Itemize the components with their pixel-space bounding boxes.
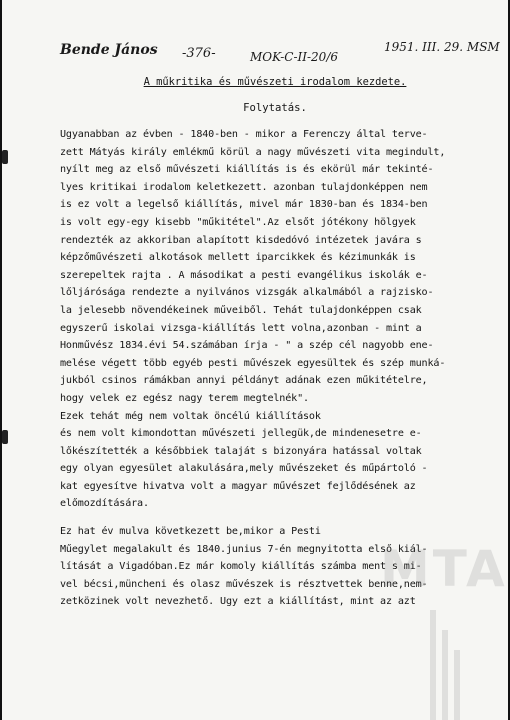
- handwritten-author: Bende János: [60, 42, 158, 58]
- document-heading: A műkritika és művészeti irodalom kezdete.: [143, 76, 407, 88]
- text-line: lőkészítették a későbbiek talaját s bizonyára hatással voltak: [60, 445, 422, 457]
- scan-edge-left: [0, 0, 2, 720]
- text-line: zetközinek volt nevezhető. Ugy ezt a kiállítást, mint az azt: [60, 596, 416, 608]
- text-line: Ezek tehát még nem voltak öncélú kiállítások: [60, 410, 321, 422]
- text-line: vel bécsi,müncheni és olasz művészek is résztvettek benne,nem-: [60, 578, 428, 590]
- text-line: Honművész 1834.évi 54.számában írja - " a szép cél nagyobb ene-: [60, 340, 434, 352]
- text-line: hogy velek ez egész nagy terem megtelnék".: [60, 392, 309, 404]
- text-line: és nem volt kimondottan művészeti jellegük,de mindenesetre e-: [60, 428, 422, 440]
- text-line: is ez volt a legelső kiállítás, mivel már 1830-ban és 1834-ben: [60, 199, 428, 211]
- text-line: lyes kritikai irodalom keletkezett. azonban tulajdonképpen nem: [60, 181, 428, 193]
- text-line: nyílt meg az első művészeti kiállítás is és ekörül már tekinté-: [60, 164, 434, 176]
- text-line: kat egyesítve hivatva volt a magyar művészet fejlődésének az: [60, 480, 416, 492]
- document-subheading: Folytatás.: [243, 102, 307, 114]
- text-line: előmozdítására.: [60, 498, 149, 510]
- text-line: Ez hat év mulva következett be,mikor a Pesti: [60, 526, 321, 538]
- watermark-bars: [430, 600, 470, 720]
- punch-hole: [2, 150, 8, 164]
- text-line: Ugyanabban az évben - 1840-ben - mikor a Ferenczy által terve-: [60, 129, 428, 140]
- text-line: szerepeltek rajta . A másodikat a pesti evangélikus iskolák e-: [60, 269, 428, 281]
- text-line: la jelesebb növendékeinek műveiből. Tehát tulajdonképpen csak: [60, 304, 422, 316]
- text-line: képzőművészeti alkotások mellett iparcikkek és kézimunkák is: [60, 252, 416, 264]
- text-line: lőljárósága rendezte a nyilvános vizsgák alkalmából a rajzisko-: [60, 287, 434, 299]
- body-text: [60, 126, 500, 611]
- text-line: egy olyan egyesület alakulására,mely művészeket és műpártoló -: [60, 463, 428, 475]
- text-line: [60, 513, 500, 523]
- archive-watermark: MTA: [380, 540, 508, 598]
- handwritten-date-mark: 1951. III. 29. MSM: [384, 40, 500, 54]
- text-line: jukból csinos rámákban annyi példányt adának ezen műkitételre,: [60, 375, 428, 387]
- handwritten-archive-code: MOK-C-II-20/6: [250, 50, 338, 64]
- text-line: lítását a Vigadóban.Ez már komoly kiállítás számba ment s mi-: [60, 561, 422, 573]
- punch-hole: [2, 430, 8, 444]
- text-line: zett Mátyás király emlékmű körül a nagy művészeti vita megindult,: [60, 146, 446, 158]
- text-line: is volt egy-egy kisebb "műkitétel".Az elsőt jótékony hölgyek: [60, 216, 416, 228]
- text-line: rendezték az akkoriban alapított kisdedóvó intézetek javára s: [60, 234, 422, 246]
- text-line: Műegylet megalakult és 1840.junius 7-én megnyitotta első kiál-: [60, 543, 428, 555]
- text-line: melése végett több egyéb pesti művészek egyesültek és szép munká-: [60, 357, 446, 369]
- text-line: egyszerű iskolai vizsga-kiállítás lett volna,azonban - mint a: [60, 322, 422, 334]
- handwritten-page-number: -376-: [182, 46, 216, 61]
